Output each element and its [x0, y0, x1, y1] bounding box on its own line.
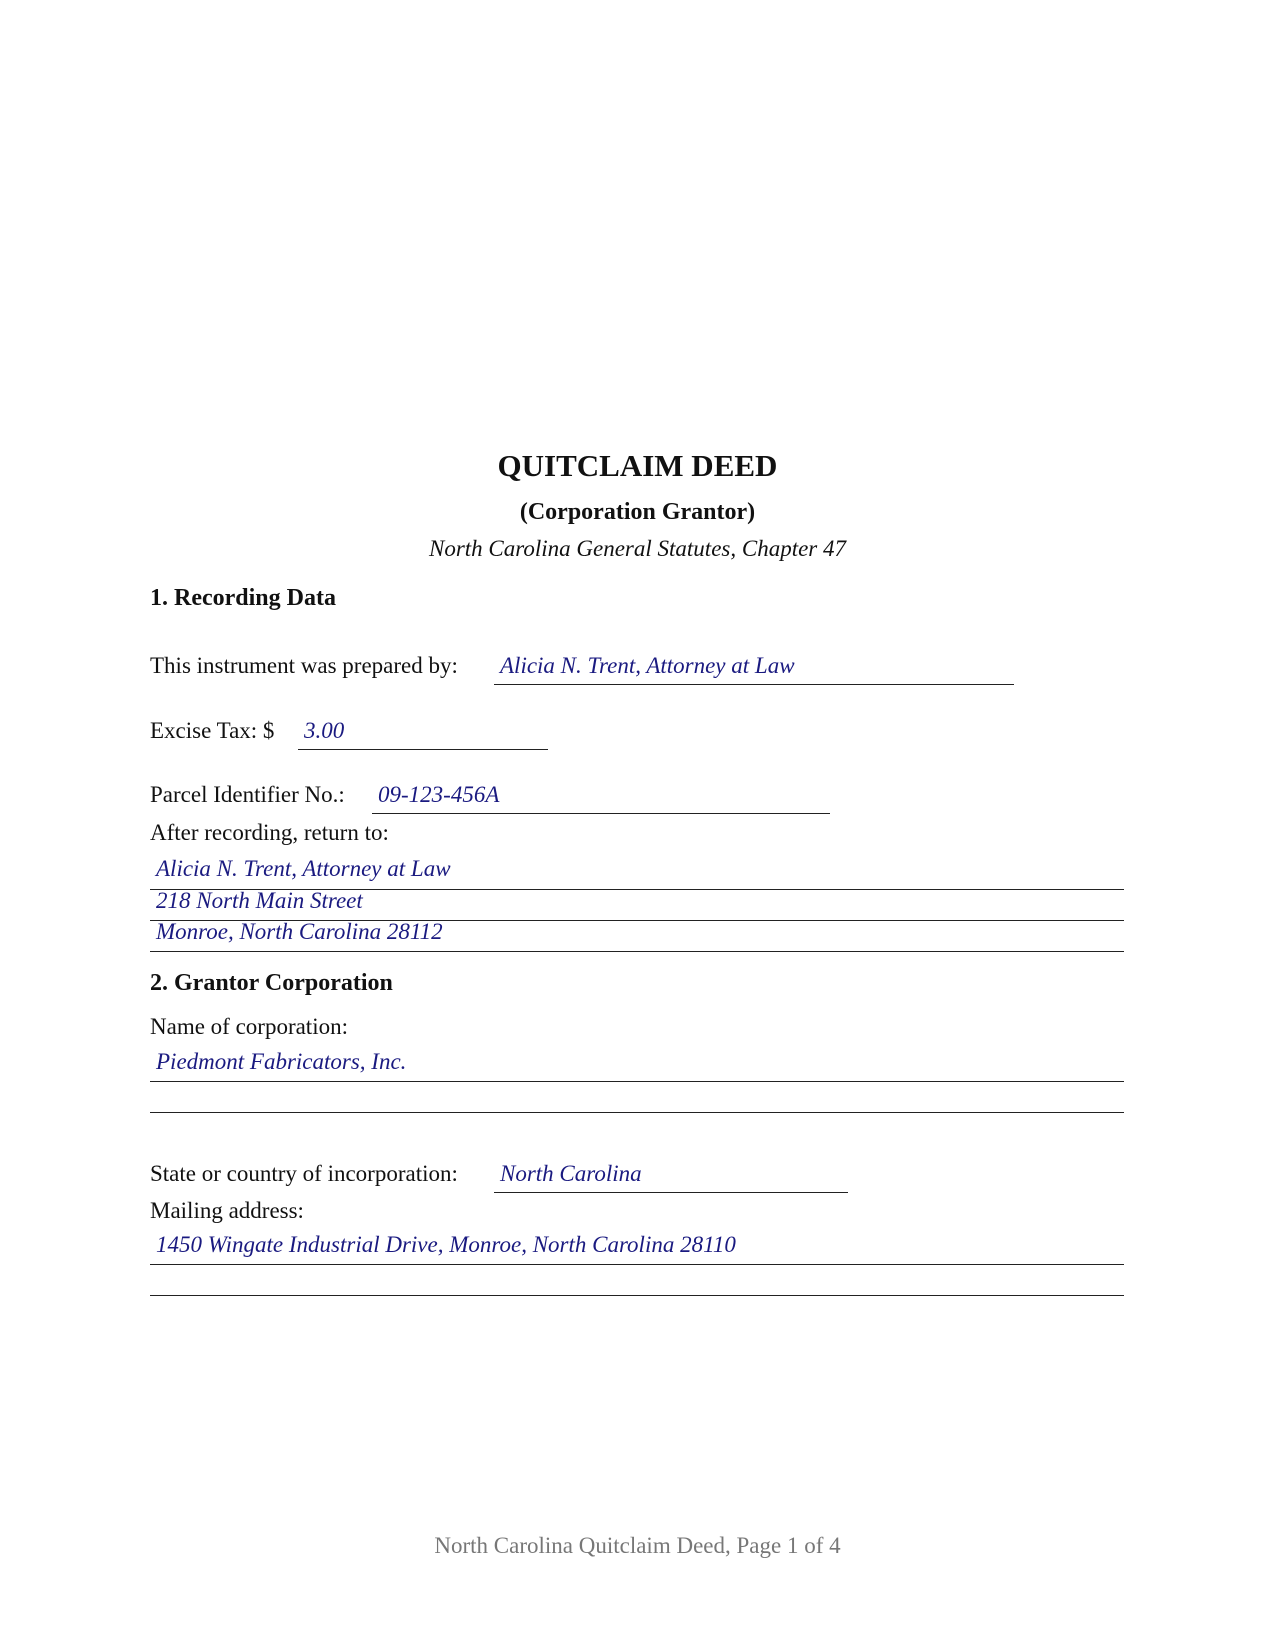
statute-reference: North Carolina General Statutes, Chapter 47: [429, 536, 846, 561]
corporation-name-line-2[interactable]: [150, 1078, 1124, 1113]
return-address-line-1[interactable]: Alicia N. Trent, Attorney at Law: [150, 854, 1124, 890]
document-subtitle: (Corporation Grantor): [519, 499, 756, 525]
parcel-id-label: Parcel Identifier No.:: [150, 782, 345, 807]
corporation-name-label: Name of corporation:: [150, 1014, 348, 1039]
incorporation-state-field[interactable]: North Carolina: [494, 1159, 848, 1193]
prepared-by-label: This instrument was prepared by:: [150, 653, 458, 678]
return-address-line-2[interactable]: 218 North Main Street: [150, 886, 1124, 921]
mailing-address-label: Mailing address:: [150, 1198, 304, 1223]
excise-tax-label: Excise Tax: $: [150, 718, 275, 743]
return-address-line-3[interactable]: Monroe, North Carolina 28112: [150, 917, 1124, 952]
mailing-address-line-2[interactable]: [150, 1261, 1124, 1296]
mailing-address-line-1[interactable]: 1450 Wingate Industrial Drive, Monroe, North Carolina 28110: [150, 1230, 1124, 1265]
excise-tax-field[interactable]: 3.00: [298, 716, 548, 750]
document-title: QUITCLAIM DEED: [497, 448, 778, 483]
incorporation-state-label: State or country of incorporation:: [150, 1161, 458, 1186]
section-heading-recording: 1. Recording Data: [150, 585, 336, 611]
page-footer: North Carolina Quitclaim Deed, Page 1 of 4: [434, 1533, 841, 1558]
section-heading-grantor: 2. Grantor Corporation: [150, 970, 393, 996]
prepared-by-field[interactable]: Alicia N. Trent, Attorney at Law: [494, 651, 1014, 685]
return-to-label: After recording, return to:: [150, 820, 389, 845]
parcel-id-field[interactable]: 09-123-456A: [372, 780, 830, 814]
corporation-name-line-1[interactable]: Piedmont Fabricators, Inc.: [150, 1047, 1124, 1082]
